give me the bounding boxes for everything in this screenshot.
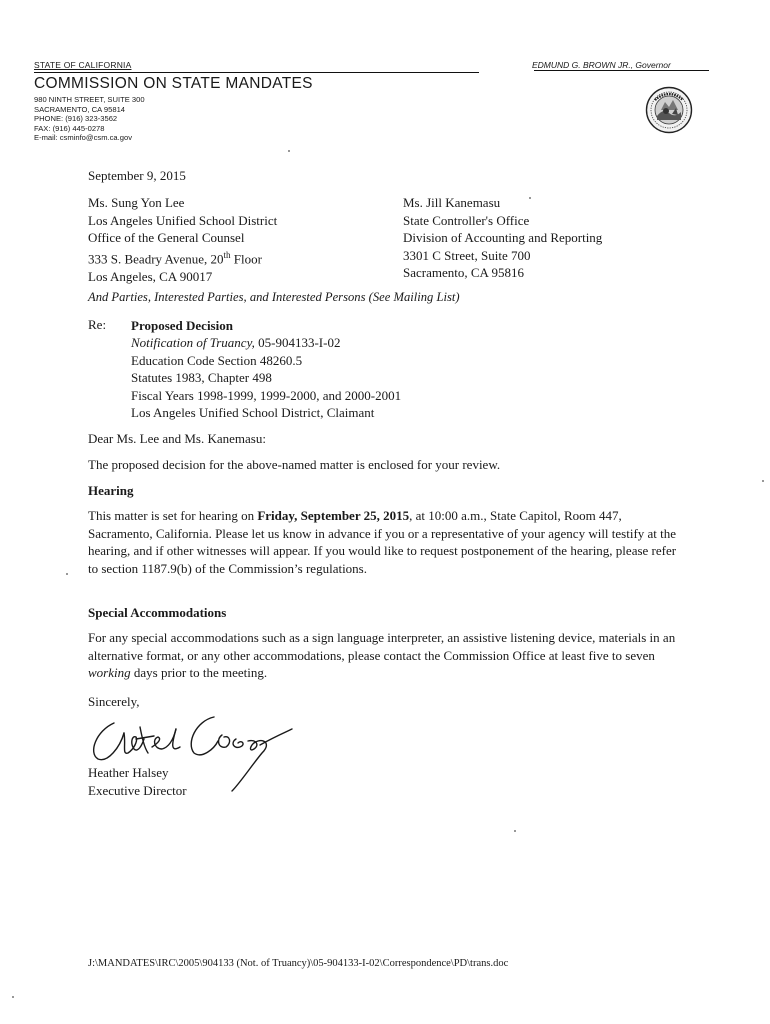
scan-speck xyxy=(529,197,531,199)
hearing-date: Friday, September 25, 2015 xyxy=(257,508,410,523)
recipient-left-line: 333 S. Beadry Avenue, 20th Floor xyxy=(88,249,262,267)
letterhead-address xyxy=(34,95,145,143)
accommodations-text-start: For any special accommodations such as a sign language interpreter, an assistive listening device, materials in an alternative format, or any other accommodations, please contact the Commission Office at least five to seven xyxy=(88,630,676,663)
accommodations-working: working xyxy=(88,665,131,680)
address-line-email: E-mail: csminfo@csm.ca.gov xyxy=(34,133,133,143)
re-line: Fiscal Years 1998-1999, 1999-2000, and 2000-2001 xyxy=(131,387,402,403)
commission-name: COMMISSION ON STATE MANDATES xyxy=(34,75,313,92)
re-label: Re: xyxy=(88,317,107,332)
re-subject-block xyxy=(131,317,401,421)
signer-name: Heather Halsey xyxy=(88,765,169,780)
salutation: Dear Ms. Lee and Ms. Kanemasu: xyxy=(88,431,266,446)
hearing-text-end: , at 10:00 a.m., State Capitol, Room 447, Sacramento, California. Please let us know in advance if you or a representative of your agency will testify at the hearing, and if other witnesses will appear. If you would like to request postponement of the hearing, please refer to section 1187.9(b) of the Commission’s regulations. xyxy=(88,508,677,576)
accommodations-text-end: days prior to the meeting. xyxy=(130,665,268,680)
state-seal-icon xyxy=(645,86,693,134)
recipient-left-address xyxy=(88,194,277,285)
re-case-number: 05-904133-I-02 xyxy=(254,335,341,351)
hearing-text-start: This matter is set for hearing on xyxy=(88,508,258,523)
cc-line: And Parties, Interested Parties, and Interested Persons (See Mailing List) xyxy=(88,290,460,304)
re-case-line xyxy=(131,334,401,351)
letterhead-rule-left xyxy=(34,72,479,73)
scan-speck xyxy=(288,150,290,152)
re-line: Education Code Section 48260.5 xyxy=(131,352,303,368)
letter-date: September 9, 2015 xyxy=(88,168,186,183)
recipient-left-line: Los Angeles, CA 90017 xyxy=(88,268,213,284)
hearing-paragraph xyxy=(88,507,688,577)
recipient-left-line: Los Angeles Unified School District xyxy=(88,212,278,228)
recipient-right-line: State Controller's Office xyxy=(403,212,530,228)
signer-block xyxy=(88,764,187,799)
closing: Sincerely, xyxy=(88,694,140,709)
recipient-right-line: Sacramento, CA 95816 xyxy=(403,265,524,281)
recipient-right-line: Division of Accounting and Reporting xyxy=(403,230,603,246)
special-accommodations-heading: Special Accommodations xyxy=(88,605,227,620)
letterhead-rule-right xyxy=(534,70,709,71)
scan-speck xyxy=(66,573,68,575)
scan-speck xyxy=(762,480,764,482)
recipient-right-line: 3301 C Street, Suite 700 xyxy=(403,247,531,263)
recipient-right-line: Ms. Jill Kanemasu xyxy=(403,195,501,210)
recipient-left-line: Ms. Sung Yon Lee xyxy=(88,195,185,210)
address-line-street: 980 NINTH STREET, SUITE 300 xyxy=(34,95,145,104)
re-line: Los Angeles Unified School District, Claimant xyxy=(131,405,375,421)
hearing-heading: Hearing xyxy=(88,483,134,498)
address-line-phone: PHONE: (916) 323-3562 xyxy=(34,114,118,124)
state-of-california-label: STATE OF CALIFORNIA xyxy=(34,60,132,70)
address-line-city: SACRAMENTO, CA 95814 xyxy=(34,104,126,114)
ordinal-suffix: th xyxy=(223,249,231,260)
scan-speck xyxy=(12,996,14,998)
signer-title: Executive Director xyxy=(88,782,187,798)
scan-speck xyxy=(514,830,516,832)
footer-file-path: J:\MANDATES\IRC\2005\904133 (Not. of Truancy)\05-904133-I-02\Correspondence\PD\trans.doc xyxy=(88,958,509,969)
re-title: Proposed Decision xyxy=(131,318,233,333)
special-accommodations-paragraph xyxy=(88,629,688,682)
re-line: Statutes 1983, Chapter 498 xyxy=(131,370,272,386)
governor-label: EDMUND G. BROWN JR., Governor xyxy=(532,60,671,70)
re-case-name: Notification of Truancy, xyxy=(131,335,255,351)
recipient-left-line: Office of the General Counsel xyxy=(88,230,245,246)
recipient-right-address xyxy=(403,194,602,282)
address-line-fax: FAX: (916) 445-0278 xyxy=(34,123,105,133)
intro-paragraph: The proposed decision for the above-named matter is enclosed for your review. xyxy=(88,457,501,472)
